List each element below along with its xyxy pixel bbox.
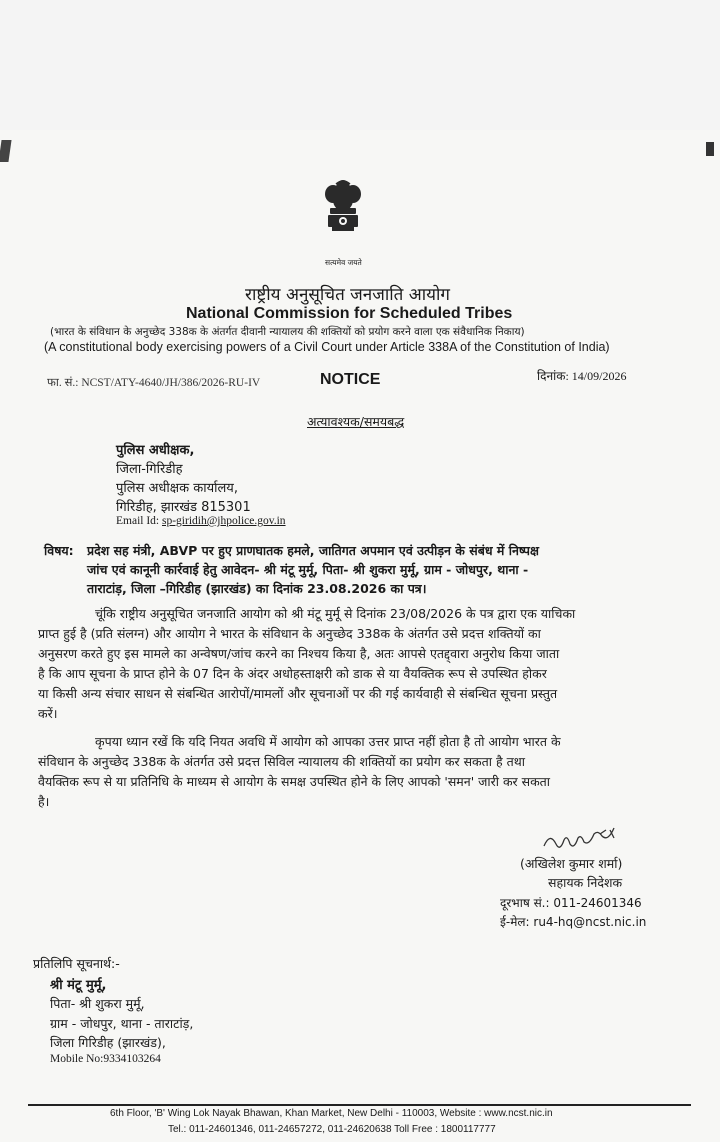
para2-line-1: कृपया ध्यान रखें कि यदि नियत अवधि में आयोग को आपका उत्तर प्राप्त नहीं होता है तो आयोग भारत के <box>95 734 561 749</box>
para2-line-4: है। <box>38 794 50 809</box>
copy-to-father: पिता- श्री शुकरा मुर्मू, <box>50 996 145 1011</box>
subject-line-1: प्रदेश सह मंत्री, ABVP पर हुए प्राणघातक हमले, जातिगत अपमान एवं उत्पीड़न के संबंध में निष्पक्ष <box>87 543 539 558</box>
footer-divider <box>28 1104 691 1106</box>
para1-line-4: है कि आप सूचना के प्राप्त होने के 07 दिन के अंदर अधोहस्ताक्षरी को डाक से या वैयक्तिक रूप से उपस्थित होकर <box>38 666 547 681</box>
para2-line-3: वैयक्तिक रूप से या प्रतिनिधि के माध्यम से आयोग के समक्ष उपस्थित होने के लिए आपको 'समन' जारी कर सकता <box>38 774 551 789</box>
notice-date: दिनांक: 14/09/2026 <box>537 369 627 383</box>
top-blank-area <box>0 0 720 130</box>
para1-line-1: चूंकि राष्ट्रीय अनुसूचित जनजाति आयोग को श्री मंटू मुर्मू से दिनांक 23/08/2026 के पत्र द्वारा एक याचिका <box>95 606 576 621</box>
addressee-line-3: पुलिस अधीक्षक कार्यालय, <box>116 481 238 496</box>
footer-phones: Tel.: 011-24601346, 011-24657272, 011-24620638 Toll Free : 1800117777 <box>168 1124 496 1135</box>
subject-line-2: जांच एवं कानूनी कार्रवाई हेतु आवेदन- श्री मंटू मुर्मू, पिता- श्री शुकरा मुर्मू, ग्राम - जोधपुर, थाना - <box>87 562 529 577</box>
copy-to-district: जिला गिरिडीह (झारखंड), <box>50 1035 166 1050</box>
copy-to-mobile: Mobile No:9334103264 <box>50 1053 161 1065</box>
signatory-designation: सहायक निदेशक <box>548 875 623 890</box>
signatory-email: ई-मेल: ru4-hq@ncst.nic.in <box>500 915 647 929</box>
para1-line-6: करें। <box>38 706 58 721</box>
para2-line-2: संविधान के अनुच्छेद 338क के अंतर्गत उसे प्रदत्त सिविल न्यायालय की शक्तियों का प्रयोग कर सकता है तथा <box>38 754 525 769</box>
subject-label: विषय: <box>44 543 74 558</box>
national-emblem-icon <box>318 178 368 258</box>
para1-line-2: प्राप्त हुई है (प्रति संलग्न) और आयोग ने भारत के संविधान के अनुच्छेद 338क के अंतर्गत उसे प्रदत्त शक्तियों का <box>38 626 541 641</box>
org-title-hindi: राष्ट्रीय अनुसूचित जनजाति आयोग <box>245 285 450 305</box>
emblem-motto: सत्यमेव जयते <box>325 258 362 267</box>
scan-edge-mark-right <box>706 142 714 156</box>
addressee-email-row <box>116 515 286 527</box>
para1-line-5: या किसी अन्य संचार साधन से संबन्धित आरोपों/मामलों और सूचनाओं पर की गई कार्यवाही से संबन्धित सूचना प्रस्तुत <box>38 686 558 701</box>
urgency-label: अत्यावश्यक/समयबद्ध <box>307 414 405 429</box>
org-subtitle-hindi: (भारत के संविधान के अनुच्छेद 338क के अंतर्गत दीवानी न्यायालय की शक्तियों को प्रयोग करने वाला एक संवैधानिक निकाय) <box>50 326 525 338</box>
addressee-line-4: गिरिडीह, झारखंड 815301 <box>116 500 251 515</box>
org-title-english: National Commission for Scheduled Tribes <box>186 305 513 322</box>
para1-line-3: अनुसरण करते हुए इस मामले का अन्वेषण/जांच करने का निश्चय किया है, अतः आपसे एतद्द्वारा अनुरोध किया जाता <box>38 646 560 661</box>
signatory-name: (अखिलेश कुमार शर्मा) <box>520 856 623 871</box>
addressee-email-link[interactable]: sp-giridih@jhpolice.gov.in <box>162 515 286 527</box>
addressee-line-1: पुलिस अधीक्षक, <box>116 443 195 458</box>
notice-heading: NOTICE <box>320 371 381 388</box>
copy-to-village: ग्राम - जोधपुर, थाना - ताराटांड़, <box>50 1016 194 1031</box>
handwritten-signature <box>540 826 630 856</box>
addressee-line-2: जिला-गिरिडीह <box>116 462 183 477</box>
subject-line-3: ताराटांड़, जिला –गिरिडीह (झारखंड) का दिनांक 23.08.2026 का पत्र। <box>87 581 427 596</box>
org-subtitle-english: (A constitutional body exercising powers of a Civil Court under Article 338A of the Constitution of India) <box>44 340 610 354</box>
footer-address: 6th Floor, 'B' Wing Lok Nayak Bhawan, Khan Market, New Delhi - 110003, Website : www.ncst.nic.in <box>110 1108 553 1119</box>
copy-to-name: श्री मंटू मुर्मू, <box>50 978 107 993</box>
file-number: फा. सं.: NCST/ATY-4640/JH/386/2026-RU-IV <box>47 377 261 389</box>
copy-to-label: प्रतिलिपि सूचनार्थ:- <box>33 956 120 971</box>
signatory-phone: दूरभाष सं.: 011-24601346 <box>500 896 642 910</box>
email-label: Email Id: <box>116 515 160 527</box>
